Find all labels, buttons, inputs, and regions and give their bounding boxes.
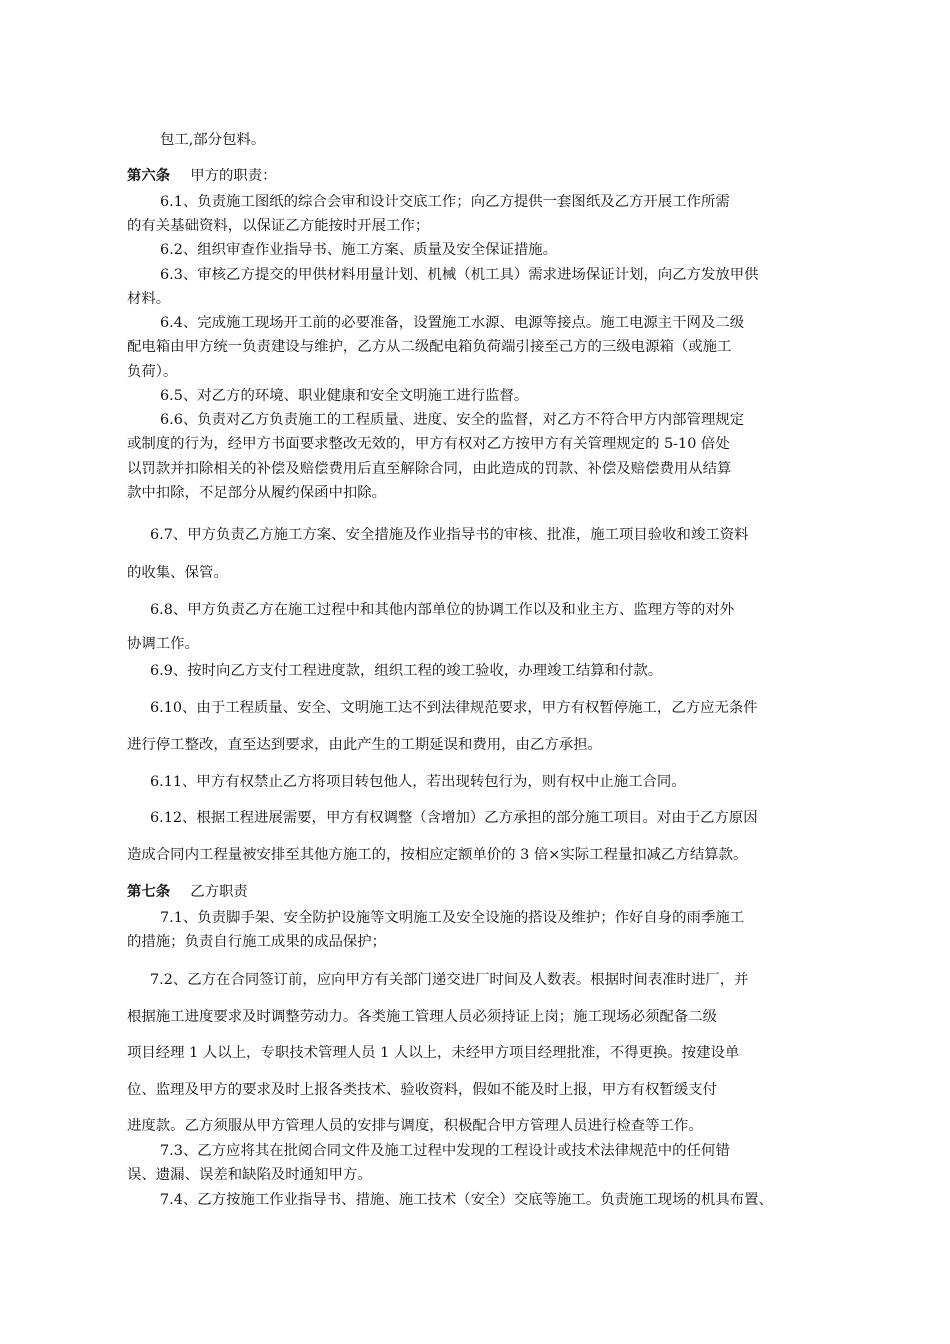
clause-line: 负荷）。 — [127, 364, 178, 380]
clause-line: 协调工作。 — [127, 636, 199, 652]
clause-line: 材料。 — [127, 291, 171, 307]
clause-line: 7.4、乙方按施工作业指导书、措施、施工技术（安全）交底等施工。负责施工现场的机具布置、 — [160, 1192, 773, 1208]
clause-line: 误、遗漏、误差和缺陷及时通知甲方。 — [127, 1167, 372, 1183]
article-title: 甲方的职责： — [190, 168, 277, 184]
clause-line: 6.10、由于工程质量、安全、文明施工达不到法律规范要求，甲方有权暂停施工，乙方应无条件 — [150, 700, 758, 716]
clause-line: 造成合同内工程量被安排至其他方施工的，按相应定额单价的 3 倍×实际工程量扣减乙方结算款。 — [127, 847, 748, 863]
clause-line: 进行停工整改，直至达到要求，由此产生的工期延误和费用，由乙方承担。 — [127, 737, 602, 753]
clause-line: 配电箱由甲方统一负责建设与维护，乙方从二级配电箱负荷端引接至己方的三级电源箱（或施工 — [127, 339, 732, 355]
clause-line: 款中扣除，不足部分从履约保函中扣除。 — [127, 485, 387, 501]
article-title: 乙方职责 — [190, 884, 248, 900]
clause-line: 6.8、甲方负责乙方在施工过程中和其他内部单位的协调工作以及和业主方、监理方等的对外 — [150, 602, 735, 618]
clause-line: 或制度的行为，经甲方书面要求整改无效的，甲方有权对乙方按甲方有关管理规定的 5-10 倍处 — [127, 436, 730, 452]
clause-line: 6.6、负责对乙方负责施工的工程质量、进度、安全的监督，对乙方不符合甲方内部管理规定 — [160, 412, 745, 428]
clause-line: 6.1、负责施工图纸的综合会审和设计交底工作；向乙方提供一套图纸及乙方开展工作所需 — [160, 194, 730, 210]
clause-line: 6.11、甲方有权禁止乙方将项目转包他人，若出现转包行为，则有权中止施工合同。 — [150, 774, 686, 790]
article-6-heading — [127, 166, 827, 186]
clause-line: 进度款。乙方须服从甲方管理人员的安排与调度，积极配合甲方管理人员进行检查等工作。 — [127, 1118, 703, 1134]
article-7-heading — [127, 882, 827, 902]
clause-line: 7.2、乙方在合同签订前，应向甲方有关部门递交进厂时间及人数表。根据时间表准时进厂，并 — [150, 972, 749, 988]
clause-line: 以罚款并扣除相关的补偿及赔偿费用后直至解除合同，由此造成的罚款、补偿及赔偿费用从结算 — [127, 461, 732, 477]
clause-line: 6.5、对乙方的环境、职业健康和安全文明施工进行监督。 — [160, 388, 529, 404]
clause-line: 6.12、根据工程进展需要，甲方有权调整（含增加）乙方承担的部分施工项目。对由于乙方原因 — [150, 810, 758, 826]
clause-line: 根据施工进度要求及时调整劳动力。各类施工管理人员必须持证上岗；施工现场必须配备二级 — [127, 1009, 718, 1025]
clause-line: 的收集、保管。 — [127, 565, 228, 581]
clause-line: 6.9、按时向乙方支付工程进度款，组织工程的竣工验收，办理竣工结算和付款。 — [150, 663, 663, 679]
clause-line: 6.4、完成施工现场开工前的必要准备，设置施工水源、电源等接点。施工电源主干网及二级 — [160, 315, 745, 331]
clause-line: 6.3、审核乙方提交的甲供材料用量计划、机械（机工具）需求进场保证计划，向乙方发放甲供 — [160, 267, 759, 283]
clause-line: 7.1、负责脚手架、安全防护设施等文明施工及安全设施的搭设及维护；作好自身的雨季施工 — [160, 910, 745, 926]
article-number: 第六条 — [127, 167, 171, 184]
clause-line: 6.7、甲方负责乙方施工方案、安全措施及作业指导书的审核、批准，施工项目验收和竣工资料 — [150, 527, 749, 543]
clause-line: 位、监理及甲方的要求及时上报各类技术、验收资料，假如不能及时上报，甲方有权暂缓支付 — [127, 1082, 718, 1098]
clause-line: 的措施；负责自行施工成果的成品保护； — [127, 934, 387, 950]
clause-line: 的有关基础资料，以保证乙方能按时开展工作； — [127, 218, 430, 234]
article-number: 第七条 — [127, 883, 171, 900]
clause-line: 7.3、乙方应将其在批阅合同文件及施工过程中发现的工程设计或技术法律规范中的任何错 — [160, 1143, 730, 1159]
clause-line: 项目经理 1 人以上，专职技术管理人员 1 人以上，未经甲方项目经理批准，不得更换。按建设单 — [127, 1045, 740, 1061]
clause-line: 6.2、组织审查作业指导书、施工方案、质量及安全保证措施。 — [160, 242, 558, 258]
intro-line: 包工,部分包料。 — [160, 132, 266, 148]
